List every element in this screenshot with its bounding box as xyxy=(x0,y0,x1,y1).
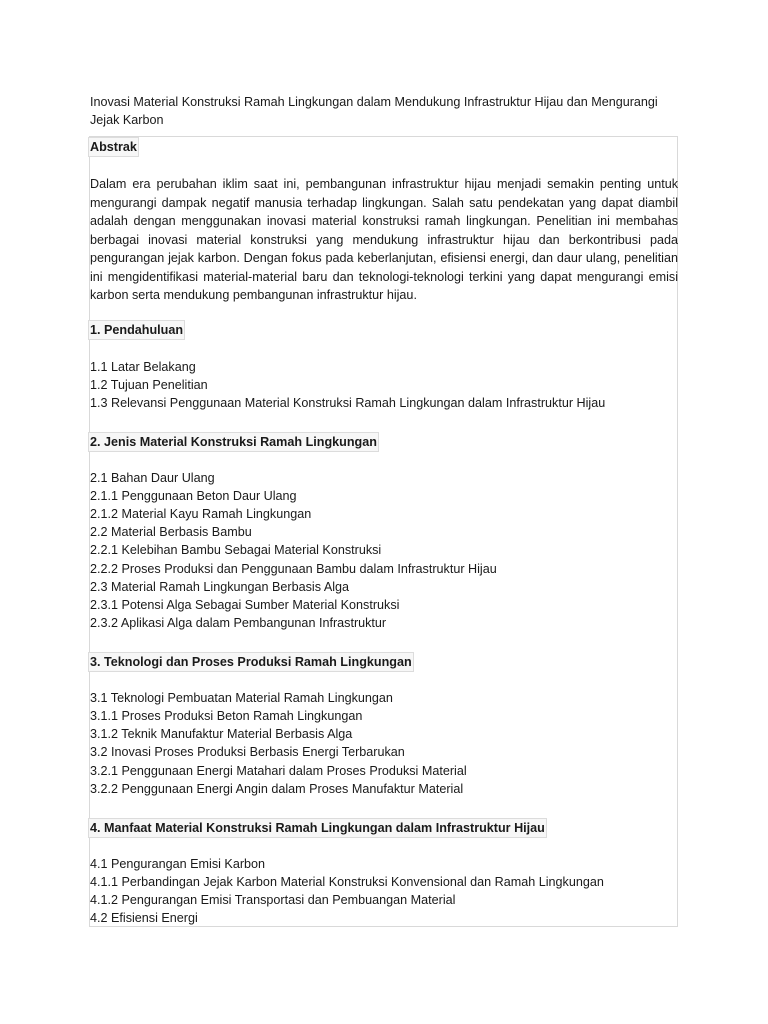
section-heading: 4. Manfaat Material Konstruksi Ramah Lingkungan dalam Infrastruktur Hijau xyxy=(88,818,547,838)
list-item: 1.1 Latar Belakang xyxy=(90,360,196,374)
list-item: 2.3 Material Ramah Lingkungan Berbasis Alga xyxy=(90,580,350,594)
list-item: 3.1.2 Teknik Manufaktur Material Berbasis Alga xyxy=(90,727,353,741)
list-item: 4.2 Efisiensi Energi xyxy=(90,911,198,925)
document-title: Inovasi Material Konstruksi Ramah Lingkungan dalam Mendukung Infrastruktur Hijau dan Mengurangi Jejak Karbon xyxy=(90,95,658,127)
abstract-heading: Abstrak xyxy=(88,137,139,157)
list-item: 3.2.1 Penggunaan Energi Matahari dalam Proses Produksi Material xyxy=(90,764,467,778)
section-heading: 3. Teknologi dan Proses Produksi Ramah Lingkungan xyxy=(88,652,414,672)
list-item: 2.1.2 Material Kayu Ramah Lingkungan xyxy=(90,507,312,521)
list-item: 1.3 Relevansi Penggunaan Material Konstruksi Ramah Lingkungan dalam Infrastruktur Hijau xyxy=(90,396,606,410)
list-item: 2.3.1 Potensi Alga Sebagai Sumber Material Konstruksi xyxy=(90,598,400,612)
list-item: 4.1.2 Pengurangan Emisi Transportasi dan Pembuangan Material xyxy=(90,893,456,907)
list-item: 2.1 Bahan Daur Ulang xyxy=(90,471,215,485)
list-item: 2.2.2 Proses Produksi dan Penggunaan Bambu dalam Infrastruktur Hijau xyxy=(90,562,497,576)
list-item: 3.1 Teknologi Pembuatan Material Ramah Lingkungan xyxy=(90,691,393,705)
list-item: 1.2 Tujuan Penelitian xyxy=(90,378,208,392)
list-item: 2.2.1 Kelebihan Bambu Sebagai Material Konstruksi xyxy=(90,543,382,557)
list-item: 2.2 Material Berbasis Bambu xyxy=(90,525,252,539)
list-item: 2.3.2 Aplikasi Alga dalam Pembangunan Infrastruktur xyxy=(90,616,387,630)
list-item: 3.2.2 Penggunaan Energi Angin dalam Proses Manufaktur Material xyxy=(90,782,464,796)
list-item: 4.1.1 Perbandingan Jejak Karbon Material Konstruksi Konvensional dan Ramah Lingkungan xyxy=(90,875,604,889)
list-item: 2.1.1 Penggunaan Beton Daur Ulang xyxy=(90,489,297,503)
list-item: 3.1.1 Proses Produksi Beton Ramah Lingkungan xyxy=(90,709,363,723)
section-heading: 2. Jenis Material Konstruksi Ramah Lingkungan xyxy=(88,432,379,452)
abstract-paragraph: Dalam era perubahan iklim saat ini, pembangunan infrastruktur hijau menjadi semakin penting untuk mengurangi dampak negatif manusia terhadap lingkungan. Salah satu pendekatan yang dapat diambil adalah dengan menggunakan inovasi material konstruksi ramah lingkungan. Penelitian ini membahas berbagai inovasi material konstruksi yang mendukung infrastruktur hijau dan berkontribusi pada pengurangan jejak karbon. Dengan fokus pada keberlanjutan, efisiensi energi, dan daur ulang, penelitian ini mengidentifikasi material-material baru dan teknologi-teknologi terkini yang dapat mengurangi emisi karbon serta mendukung pembangunan infrastruktur hijau. xyxy=(90,177,678,302)
list-item: 4.1 Pengurangan Emisi Karbon xyxy=(90,857,266,871)
list-item: 3.2 Inovasi Proses Produksi Berbasis Energi Terbarukan xyxy=(90,745,405,759)
section-heading: 1. Pendahuluan xyxy=(88,320,185,340)
